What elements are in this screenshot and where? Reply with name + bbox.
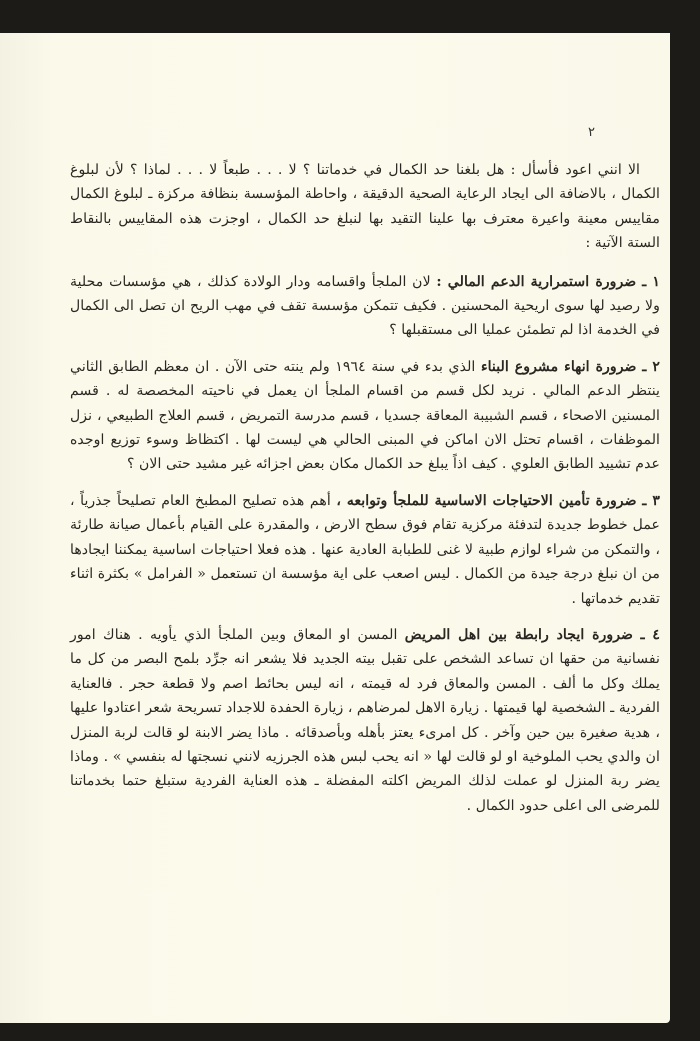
list-item-4: [70, 623, 660, 818]
item-heading: ضرورة ايجاد رابطة بين اهل المريض: [404, 626, 634, 643]
item-number: ١ ـ: [642, 273, 660, 290]
item-heading: ضرورة تأمين الاحتياجات الاساسية للملجأ وتوابعه ،: [336, 492, 637, 509]
item-heading: ضرورة انهاء مشروع البناء: [480, 358, 637, 375]
item-body: لان الملجأ واقسامه ودار الولادة كذلك ، هي مؤسسات محلية ولا رصيد لها سوى اريحية المحسنين . فكيف تتمكن مؤسسة تقف في مهب الريح ان تصل الى الكمال في الخدمة اذا لم تطمئن عمليا الى مستقبلها ؟: [70, 273, 660, 339]
item-body: الذي بدء في سنة ١٩٦٤ ولم ينته حتى الآن . ان معظم الطابق الثاني ينتظر الدعم المالي . نريد لكل قسم من اقسام الملجأ ان يعمل في ناحيته المخصصة له . قسم المسنين الاصحاء ، قسم الشبيبة المعاقة جسديا ، قسم مدرسة التمريض ، قسم العلاج الطبيعي ، نزل الموظفات ، اقسام تحتل الان اماكن في المبنى الحالي هي ليست لها . اكتظاظ وسوء توزيع اوجده عدم تشييد الطابق العلوي . كيف اذاً يبلغ حد الكمال مكان بعض اجزائه غير مشيد حتى الان ؟: [70, 358, 660, 473]
item-heading: ضرورة استمرارية الدعم المالي :: [436, 273, 637, 290]
list-item-2: [70, 355, 660, 477]
document-body: [70, 158, 660, 830]
document-page: [0, 33, 670, 1023]
item-body: أهم هذه تصليح المطبخ العام تصليحاً جذرياً ، عمل خطوط جديدة لتدفئة مركزية تقام فوق سطح الارض ، والمقدرة على القيام بأعمال صيانة طارئة ، والتمكن من شراء لوازم طبية لا غنى للطبابة العادية عنها . هذه فعلا احتياجات اساسية يمكننا ايجادها من ان نبلغ درجة جيدة من الكمال . ليس اصعب على اية مؤسسة ان تستعمل « الفرامل » بكثرة اثناء تقديم خدماتها .: [70, 492, 660, 607]
list-item-1: [70, 270, 660, 343]
item-number: ٢ ـ: [642, 358, 660, 375]
item-number: ٤ ـ: [640, 626, 660, 643]
page-number: ٢: [588, 125, 595, 140]
item-body: المسن او المعاق وبين الملجأ الذي يأويه . هناك امور نفسانية من حقها ان تساعد الشخص على تقبل بيته الجديد فلا يشعر انه جرِّد بلمح البصر من كل ما يملك وكل ما ألف . المسن والمعاق فرد له قيمته ، انه ليس بحائط اصم ولا قطعة حجر . فالعناية الفردية ـ الشخصية لها قيمتها . زيارة الاهل لمرضاهم ، زيارة الحفدة للاجداد تسريحة شعر اعتادوا عليها ، هدية صغيرة بين حين وآخر . كل امرىء يعتز بأهله وبأصدقائه . ماذا يضر الابنة لو قالت لربة المنزل ان والدي يحب الملوخية او لو قالت لها « انه يحب لبس هذه الجرزيه لانني نسجتها له بنفسي » . وماذا يضر ربة المنزل لو عملت لذلك المريض اكلته المفضلة ـ هذه العناية الفردية ستبلغ حتما بخدماتنا للمرضى الى اعلى حدود الكمال .: [69, 626, 660, 814]
intro-paragraph: الا انني اعود فأسأل : هل بلغنا حد الكمال في خدماتنا ؟ لا . . . طبعاً لا . . . لماذا ؟ لأن لبلوغ الكمال ، بالاضافة الى ايجاد الرعاية الصحية الدقيقة ، واحاطة المؤسسة بنظافة مركزة ـ لبلوغ الكمال مقاييس معينة واعيرة معترف بها علينا التقيد بها لنبلغ حد الكمال ، اوجزت هذه المقاييس بالنقاط الستة الآتية :: [70, 162, 660, 252]
item-number: ٣ ـ: [642, 492, 660, 509]
list-item-3: [70, 489, 660, 611]
